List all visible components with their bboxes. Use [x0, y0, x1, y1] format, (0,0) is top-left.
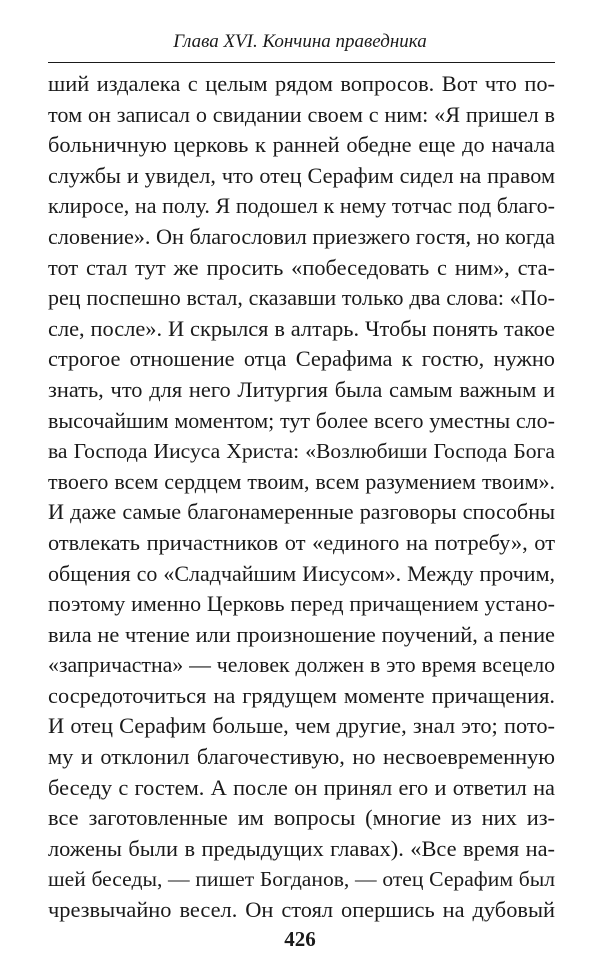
text-line: «запричастна» — человек должен в это время всецело [48, 653, 555, 678]
text-line: знать, что для него Литургия была самым важным и [48, 376, 555, 402]
text-line: строгое отношение отца Серафима к гостю, нужно [48, 346, 555, 372]
text-line: отвлекать причастников от «единого на потребу», от [48, 529, 555, 555]
text-line: ложены были в предыдущих главах). «Все время на- [48, 835, 555, 861]
text-line: тот стал тут же просить «побеседовать с ним», ста- [48, 254, 555, 280]
text-line: чрезвычайно весел. Он стоял опершись на дубовый [48, 897, 555, 923]
text-line: словение». Он благословил приезжего гостя, но когда [48, 223, 555, 249]
text-line: ший издалека с целым рядом вопросов. Вот что по- [48, 71, 555, 96]
text-line: И даже самые благонамеренные разговоры способны [48, 499, 555, 525]
text-line: беседу с гостем. А после он принял его и ответил на [48, 774, 555, 800]
running-head: Глава XVI. Кончина праведника [173, 31, 427, 52]
text-line: высочайшим моментом; тут более всего уместны сло- [48, 407, 555, 433]
text-line: ва Господа Иисуса Христа: «Возлюбиши Господа Бога [48, 439, 555, 464]
text-line: службы и увидел, что отец Серафим сидел на правом [48, 162, 555, 188]
body-text [48, 69, 555, 926]
text-line: поэтому именно Церковь перед причащением устано- [48, 591, 555, 617]
page-number: 426 [284, 927, 316, 951]
text-line: И отец Серафим больше, чем другие, знал это; пото- [48, 713, 555, 739]
text-line: все заготовленные им вопросы (многие из них из- [48, 805, 555, 831]
text-line: том он записал о свидании своем с ним: «Я пришел в [48, 101, 555, 127]
text-line: му и отклонил благочестивую, но несвоевременную [48, 744, 555, 770]
text-line: шей беседы, — пишет Богданов, — отец Серафим был [48, 867, 555, 892]
text-line: клиросе, на полу. Я подошел к нему тотчас под благо- [48, 193, 555, 219]
text-line: сосредоточиться на грядущем моменте причащения. [48, 682, 555, 708]
text-line: твоего всем сердцем твоим, всем разумением твоим». [48, 468, 555, 494]
header-rule [48, 62, 555, 63]
text-line: общения со «Сладчайшим Иисусом». Между прочим, [48, 560, 555, 586]
text-line: вила не чтение или произношение поучений, а пение [48, 621, 555, 647]
text-line: рец поспешно встал, сказавши только два слова: «По- [48, 285, 555, 311]
text-line: сле, после». И скрылся в алтарь. Чтобы понять такое [48, 315, 555, 341]
text-line: больничную церковь к ранней обедне еще до начала [48, 132, 555, 158]
